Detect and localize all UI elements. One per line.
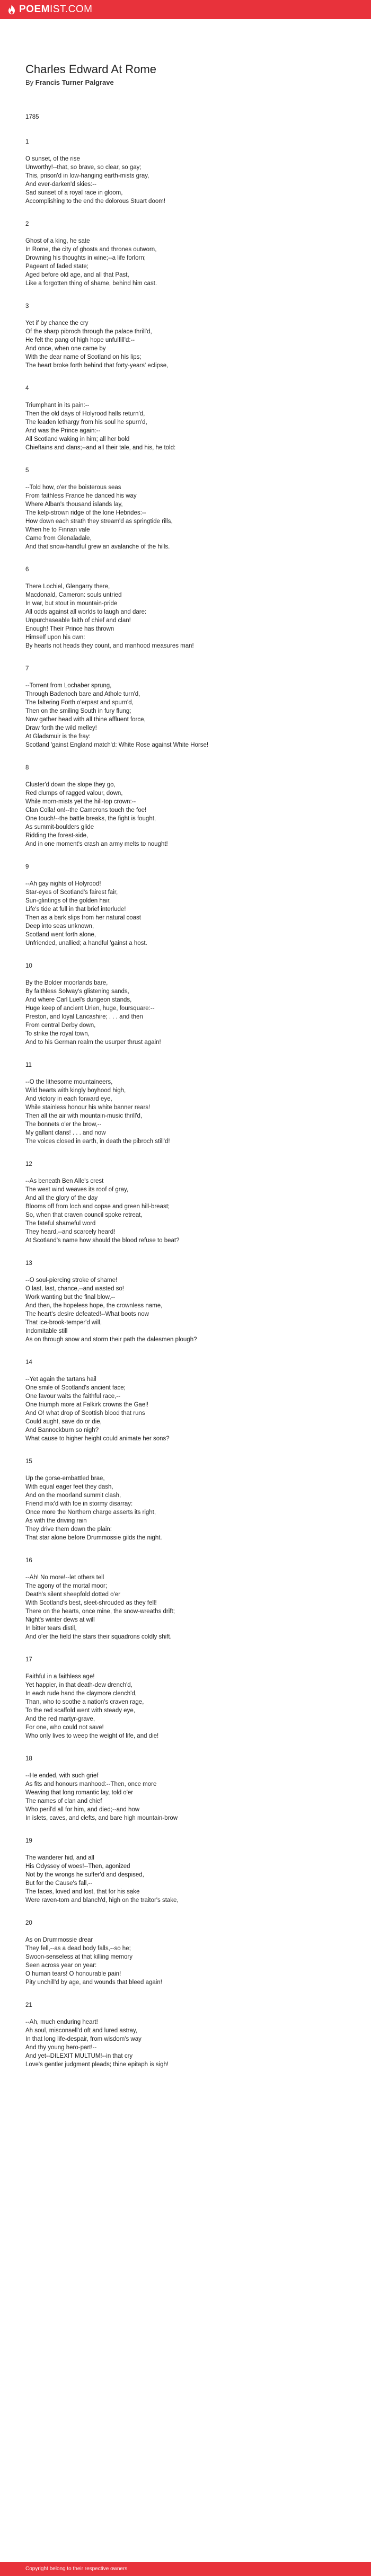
poem-line: Enough! Their Prince has thrown xyxy=(25,626,114,632)
poem-line: The heart broke forth behind that forty-years' eclipse, xyxy=(25,362,169,369)
poem-line: Draw forth the wild melley! xyxy=(25,725,97,731)
poem-line: At Scotland's name how should the blood refuse to beat? xyxy=(25,1237,180,1244)
stanza-number: 2 xyxy=(25,221,29,227)
poem-line: In islets, caves, and clefts, and bare high mountain-brow xyxy=(25,1815,178,1821)
poem-line: The heart's desire defeated!--What boots now xyxy=(25,1311,149,1317)
poem-line: Through Badenoch bare and Athole turn'd, xyxy=(25,691,140,697)
poem-line: In bitter tears distil, xyxy=(25,1625,77,1632)
poem-line: In war, but stout in mountain-pride xyxy=(25,600,118,607)
poem-line: Of the sharp pibroch through the palace thrill'd, xyxy=(25,329,152,335)
logo-text-bold: POEM xyxy=(19,4,50,15)
stanza xyxy=(25,220,346,288)
poem-line: To strike the royal town, xyxy=(25,1031,90,1037)
poem-line: And then, the hopeless hope, the crownless name, xyxy=(25,1303,163,1309)
poem-line: One triumph more at Falkirk crowns the Gael! xyxy=(25,1402,148,1408)
poem-line: That ice-brook-temper'd will, xyxy=(25,1320,102,1326)
poem-line: By hearts not heads they count, and manhood measures man! xyxy=(25,643,194,649)
stanza xyxy=(25,1458,346,1542)
poem-line: The faltering Forth o'erpast and spurn'd, xyxy=(25,700,134,706)
poem-line: To the red scaffold went with steady eye, xyxy=(25,1707,135,1714)
poem-line: They drive them down the plain: xyxy=(25,1526,112,1533)
poem-line: Life's tide at full in that brief interlude! xyxy=(25,906,126,913)
stanza-number: 12 xyxy=(25,1161,32,1167)
poem-line: What cause to higher height could animate her sons? xyxy=(25,1436,170,1442)
stanza-number: 11 xyxy=(25,1062,32,1068)
poem-line: Night's winter dews at will xyxy=(25,1617,95,1623)
poem-line: And o'er the field the stars their squadrons coldly shift. xyxy=(25,1634,172,1640)
poem-line: My gallant clans! . . . and now xyxy=(25,1130,106,1136)
stanza-number: 16 xyxy=(25,1557,32,1564)
poem-line: Chieftains and clans;--and all their tale, and his, he told: xyxy=(25,445,176,451)
poem-line: And that snow-handful grew an avalanche of the hills. xyxy=(25,544,170,550)
poem-line: They fell,--as a dead body falls,--so he; xyxy=(25,1945,131,1952)
poem-line: When he to Finnan vale xyxy=(25,527,90,533)
poem-line: Up the gorse-embattled brae, xyxy=(25,1475,105,1482)
stanza xyxy=(25,863,346,948)
poem-line: Red clumps of ragged valour, down, xyxy=(25,790,123,796)
poem-line: The agony of the mortal moor; xyxy=(25,1583,108,1589)
poem-line: As with the driving rain xyxy=(25,1518,87,1524)
poem-line: And Bannockburn so nigh? xyxy=(25,1427,99,1433)
poem-line: --O the lithesome mountaineers, xyxy=(25,1079,113,1085)
poem-line: From central Derby down, xyxy=(25,1022,96,1029)
poem-line: And to his German realm the usurper thrust again! xyxy=(25,1039,161,1046)
stanza-number: 17 xyxy=(25,1657,32,1663)
poem-line: --As beneath Ben Alle's crest xyxy=(25,1178,104,1184)
stanza xyxy=(25,1161,346,1245)
poem-container xyxy=(25,63,346,2084)
poem-line: Where Alban's thousand islands lay, xyxy=(25,501,123,508)
stanza-number: 15 xyxy=(25,1458,32,1465)
poem-line: Unpurchaseable faith of chief and clan! xyxy=(25,617,131,624)
poem-line: Who peril'd all for him, and died;--and how xyxy=(25,1807,140,1813)
poem-line: All odds against all worlds to laugh and dare: xyxy=(25,609,147,615)
poem-line: At Gladsmuir is the fray: xyxy=(25,733,91,740)
poem-line: And yet--DILEXIT MULTUM!--in that cry xyxy=(25,2053,133,2059)
poem-line: Ah soul, misconsell'd oft and lured astray, xyxy=(25,2028,138,2034)
stanza xyxy=(25,1656,346,1740)
poem-line: And the red martyr-grave, xyxy=(25,1716,95,1722)
poem-line: As fits and honours manhood:--Then, once more xyxy=(25,1781,157,1787)
poem-line: There on the hearts, once mine, the snow-wreaths drift; xyxy=(25,1608,175,1615)
poem-line: Macdonald, Cameron: souls untried xyxy=(25,592,122,598)
poem-line: Weaving that long romantic lay, told o'er xyxy=(25,1790,134,1796)
poem-line: Cluster'd down the slope they go, xyxy=(25,782,116,788)
poem-line: Seen across year on year: xyxy=(25,1962,97,1969)
poem-title: Charles Edward At Rome xyxy=(25,63,156,76)
poem-line: Pity unchill'd by age, and wounds that bleed again! xyxy=(25,1979,162,1986)
poem-line: By the Bolder moorlands bare, xyxy=(25,980,108,986)
poem-line: Drowning his thoughts in wine;--a life forlorn; xyxy=(25,255,146,261)
poem-line: Yet happier, in that death-dew drench'd, xyxy=(25,1682,132,1688)
poem-line: With Scotland's best, sleet-shrouded as they fell! xyxy=(25,1600,157,1606)
stanza xyxy=(25,962,346,1047)
poem-line: Sad sunset of a royal race in gloom, xyxy=(25,190,123,196)
poem-line: Preston, and loyal Lancashire; . . . and then xyxy=(25,1014,143,1020)
poem-line: How down each strath they stream'd as springtide rills, xyxy=(25,518,173,525)
stanza-number: 14 xyxy=(25,1359,32,1366)
stanza-number: 9 xyxy=(25,864,29,870)
poem-line: --Yet again the tartans hail xyxy=(25,1376,96,1383)
poem-line: Then the old days of Holyrood halls return'd, xyxy=(25,411,145,417)
poem-line: Work wanting but the final blow,-- xyxy=(25,1294,116,1300)
poem-line: As summit-boulders glide xyxy=(25,824,94,830)
poem-line: The wanderer hid, and all xyxy=(25,1855,94,1861)
poem-line: The leaden lethargy from his soul he spurn'd, xyxy=(25,419,147,426)
poem-line: --Torrent from Lochaber sprung, xyxy=(25,683,112,689)
stanza xyxy=(25,2002,346,2069)
poem-line: While morn-mists yet the hill-top crown:-- xyxy=(25,799,136,805)
stanza-number: 20 xyxy=(25,1920,32,1926)
poem-line: Swoon-senseless at that killing memory xyxy=(25,1954,132,1960)
stanza-number: 6 xyxy=(25,566,29,573)
poem-line: Star-eyes of Scotland's fairest fair, xyxy=(25,889,118,896)
poem-line: Not by the wrongs he suffer'd and despised, xyxy=(25,1872,144,1878)
poem-line: His Odyssey of woes!--Then, agonized xyxy=(25,1863,130,1870)
poem-line: --O soul-piercing stroke of shame! xyxy=(25,1277,118,1283)
stanza xyxy=(25,1755,346,1822)
poem-line: Death's silent sheepfold dotted o'er xyxy=(25,1591,120,1598)
poem-line: Clan Colla! on!--the Camerons touch the foe! xyxy=(25,807,147,813)
author-link[interactable]: Francis Turner Palgrave xyxy=(35,78,114,86)
poem-line: And all the glory of the day xyxy=(25,1195,98,1201)
poem-line: Faithful in a faithless age! xyxy=(25,1674,95,1680)
poem-line: As on Drummossie drear xyxy=(25,1937,93,1943)
stanza-number: 13 xyxy=(25,1260,32,1267)
poem-line: So, when that craven council spoke retreat, xyxy=(25,1212,143,1218)
poem-line: And where Carl Luel's dungeon stands, xyxy=(25,997,132,1003)
poem-line: For one, who could not save! xyxy=(25,1724,104,1731)
poem-line: O sunset, of the rise xyxy=(25,156,80,162)
poem-line: Were raven-torn and blanch'd, high on the traitor's stake, xyxy=(25,1897,179,1904)
poem-line: The voices closed in earth, in death the pibroch still'd! xyxy=(25,1138,170,1145)
poem-line: The faces, loved and lost, that for his sake xyxy=(25,1889,140,1895)
poem-line: O human tears! O honourable pain! xyxy=(25,1971,121,1977)
poem-line: --Ah! No more!--let others tell xyxy=(25,1574,104,1581)
stanza xyxy=(25,303,346,370)
poem-year: 1785 xyxy=(25,114,39,120)
poem-line: Unworthy!--that, so brave, so clear, so gay; xyxy=(25,164,142,171)
stanza xyxy=(25,1557,346,1641)
footer-bar xyxy=(0,2562,371,2576)
poem-line: The bonnets o'er the brow,-- xyxy=(25,1121,102,1128)
poem-line: But for the Cause's fall,-- xyxy=(25,1880,93,1887)
poem-line: And O! what drop of Scottish blood that runs xyxy=(25,1410,145,1417)
poem-line: One smile of Scotland's ancient face; xyxy=(25,1385,126,1391)
poem-line: In each rude hand the claymore clench'd, xyxy=(25,1690,137,1697)
poem-line: Love's gentler judgment pleads; thine epitaph is sigh! xyxy=(25,2061,169,2068)
poem-line: Accomplishing to the end the dolorous Stuart doom! xyxy=(25,198,166,205)
poem-line: One favour waits the faithful race,-- xyxy=(25,1393,120,1400)
poem-line: Then all the air with mountain-music thrill'd, xyxy=(25,1113,143,1119)
stanza xyxy=(25,1260,346,1344)
logo-text-light: IST.COM xyxy=(49,4,93,15)
stanza-number: 1 xyxy=(25,139,29,145)
stanza-number: 3 xyxy=(25,303,29,309)
poem-line: Could aught, save do or die, xyxy=(25,1419,102,1425)
footer-copyright: Copyright belong to their respective owners xyxy=(25,2566,128,2572)
poem-line: And was the Prince again:-- xyxy=(25,428,101,434)
poem-line: There Lochiel, Glengarry there, xyxy=(25,583,110,590)
poem-line: Wild hearts with kingly boyhood high, xyxy=(25,1087,126,1094)
poem-line: And ever-darken'd skies:-- xyxy=(25,181,96,188)
stanza xyxy=(25,566,346,650)
poem-line: Ghost of a king, he sate xyxy=(25,238,90,244)
poem-line: Himself upon his own: xyxy=(25,634,85,641)
stanza-number: 8 xyxy=(25,765,29,771)
poem-line: In that long life-despair, from wisdom's way xyxy=(25,2036,142,2042)
stanza xyxy=(25,764,346,848)
byline-prefix: By xyxy=(25,78,34,86)
poem-line: --Told how, o'er the boisterous seas xyxy=(25,484,121,491)
poem-line: O last, last, chance,--and wasted so! xyxy=(25,1286,125,1292)
stanza xyxy=(25,1061,346,1146)
stanza xyxy=(25,385,346,452)
stanza-number: 18 xyxy=(25,1756,32,1762)
poem-line: The names of clan and chief xyxy=(25,1798,102,1804)
poem-line: Unfriended, unallied; a handful 'gainst a host. xyxy=(25,940,147,946)
poem-line: With the dear name of Scotland on his lips; xyxy=(25,354,142,360)
poem-line: With equal eager feet they dash, xyxy=(25,1484,113,1490)
stanza xyxy=(25,665,346,749)
poem-line: Like a forgotten thing of shame, behind him cast. xyxy=(25,280,157,287)
poem-line: --He ended, with such grief xyxy=(25,1773,99,1779)
poem-line: The fateful shameful word xyxy=(25,1220,96,1227)
poem-line: Who only lives to weep the weight of life, and die! xyxy=(25,1733,159,1739)
poem-line: Friend mix'd with foe in stormy disarray: xyxy=(25,1501,133,1507)
poem-line: And once, when one came by xyxy=(25,346,106,352)
poem-line: He felt the pang of high hope unfulfill'd:-- xyxy=(25,337,135,343)
poem-line: Blooms off from loch and copse and green hill-breast; xyxy=(25,1203,170,1210)
poem-line: From faithless France he danced his way xyxy=(25,493,137,499)
poem-line: And in one moment's crash an army melts to nought! xyxy=(25,841,168,847)
poem-line: The kelp-strown ridge of the lone Hebrides:-- xyxy=(25,510,146,516)
stanza xyxy=(25,1919,346,1987)
stanza xyxy=(25,1359,346,1443)
stanza xyxy=(25,1837,346,1905)
poem-line: Yet if by chance the cry xyxy=(25,320,89,326)
poem-line: One touch!--the battle breaks, the fight is fought, xyxy=(25,816,156,822)
poem-line: In Rome, the city of ghosts and thrones outworn, xyxy=(25,246,157,253)
stanza-number: 5 xyxy=(25,467,29,474)
poem-line: Than, who to soothe a nation's craven rage, xyxy=(25,1699,144,1705)
logo-text xyxy=(19,4,93,15)
stanza-number: 10 xyxy=(25,963,32,969)
poem-line: Triumphant in its pain:-- xyxy=(25,402,90,409)
stanza-number: 19 xyxy=(25,1838,32,1844)
poem-line: By faithless Solway's glistening sands, xyxy=(25,988,129,995)
poem-line: Indomitable still xyxy=(25,1328,68,1334)
poem-line: Then as a bark slips from her natural coast xyxy=(25,915,141,921)
poem-line: And thy young hero-part!-- xyxy=(25,2044,97,2051)
poem-line: All Scotland waking in him; all her bold xyxy=(25,436,130,442)
stanza xyxy=(25,138,346,206)
byline xyxy=(25,78,346,86)
poem-line: Scotland 'gainst England match'd: White Rose against White Horse! xyxy=(25,742,209,748)
poem-line: They heard,--and scarcely heard! xyxy=(25,1229,116,1235)
poem-line: Deep into seas unknown, xyxy=(25,923,94,930)
poem-line: While stainless honour his white banner rears! xyxy=(25,1104,151,1111)
poem-line: --Ah, much enduring heart! xyxy=(25,2019,98,2025)
stanza-number: 4 xyxy=(25,385,29,392)
poem-line: --Ah gay nights of Holyrood! xyxy=(25,881,101,887)
poem-body xyxy=(25,138,346,2069)
poem-line: Aged before old age, and all that Past, xyxy=(25,272,129,278)
poem-line: Once more the Northern charge asserts its right, xyxy=(25,1509,156,1516)
stanza-number: 7 xyxy=(25,666,29,672)
poem-line: Pageant of faded state; xyxy=(25,263,89,270)
poem-line: And victory in each forward eye, xyxy=(25,1096,112,1102)
poem-line: This, prison'd in low-hanging earth-mists gray, xyxy=(25,173,149,179)
stanza-number: 21 xyxy=(25,2002,32,2008)
flame-icon xyxy=(7,4,16,15)
poem-line: Huge keep of ancient Urien, huge, foursquare:-- xyxy=(25,1005,155,1012)
poem-line: Came from Glenaladale, xyxy=(25,535,92,542)
poem-line: The west wind weaves its roof of gray, xyxy=(25,1187,129,1193)
poem-line: Sun-glintings of the golden hair, xyxy=(25,898,111,904)
poem-line: That star alone before Drummossie gilds the night. xyxy=(25,1535,162,1541)
header-bar xyxy=(0,0,371,19)
poem-line: Now gather head with all thine affluent force, xyxy=(25,716,146,723)
stanza xyxy=(25,467,346,551)
poem-line: Then on the smiling South in fury flung; xyxy=(25,708,131,714)
poem-line: Ridding the forest-side, xyxy=(25,833,89,839)
poem-line: And on the moorland summit clash, xyxy=(25,1492,121,1499)
poem-line: As on through snow and storm their path the dalesmen plough? xyxy=(25,1336,197,1343)
site-logo[interactable] xyxy=(7,4,93,15)
poem-line: Scotland went forth alone, xyxy=(25,932,96,938)
